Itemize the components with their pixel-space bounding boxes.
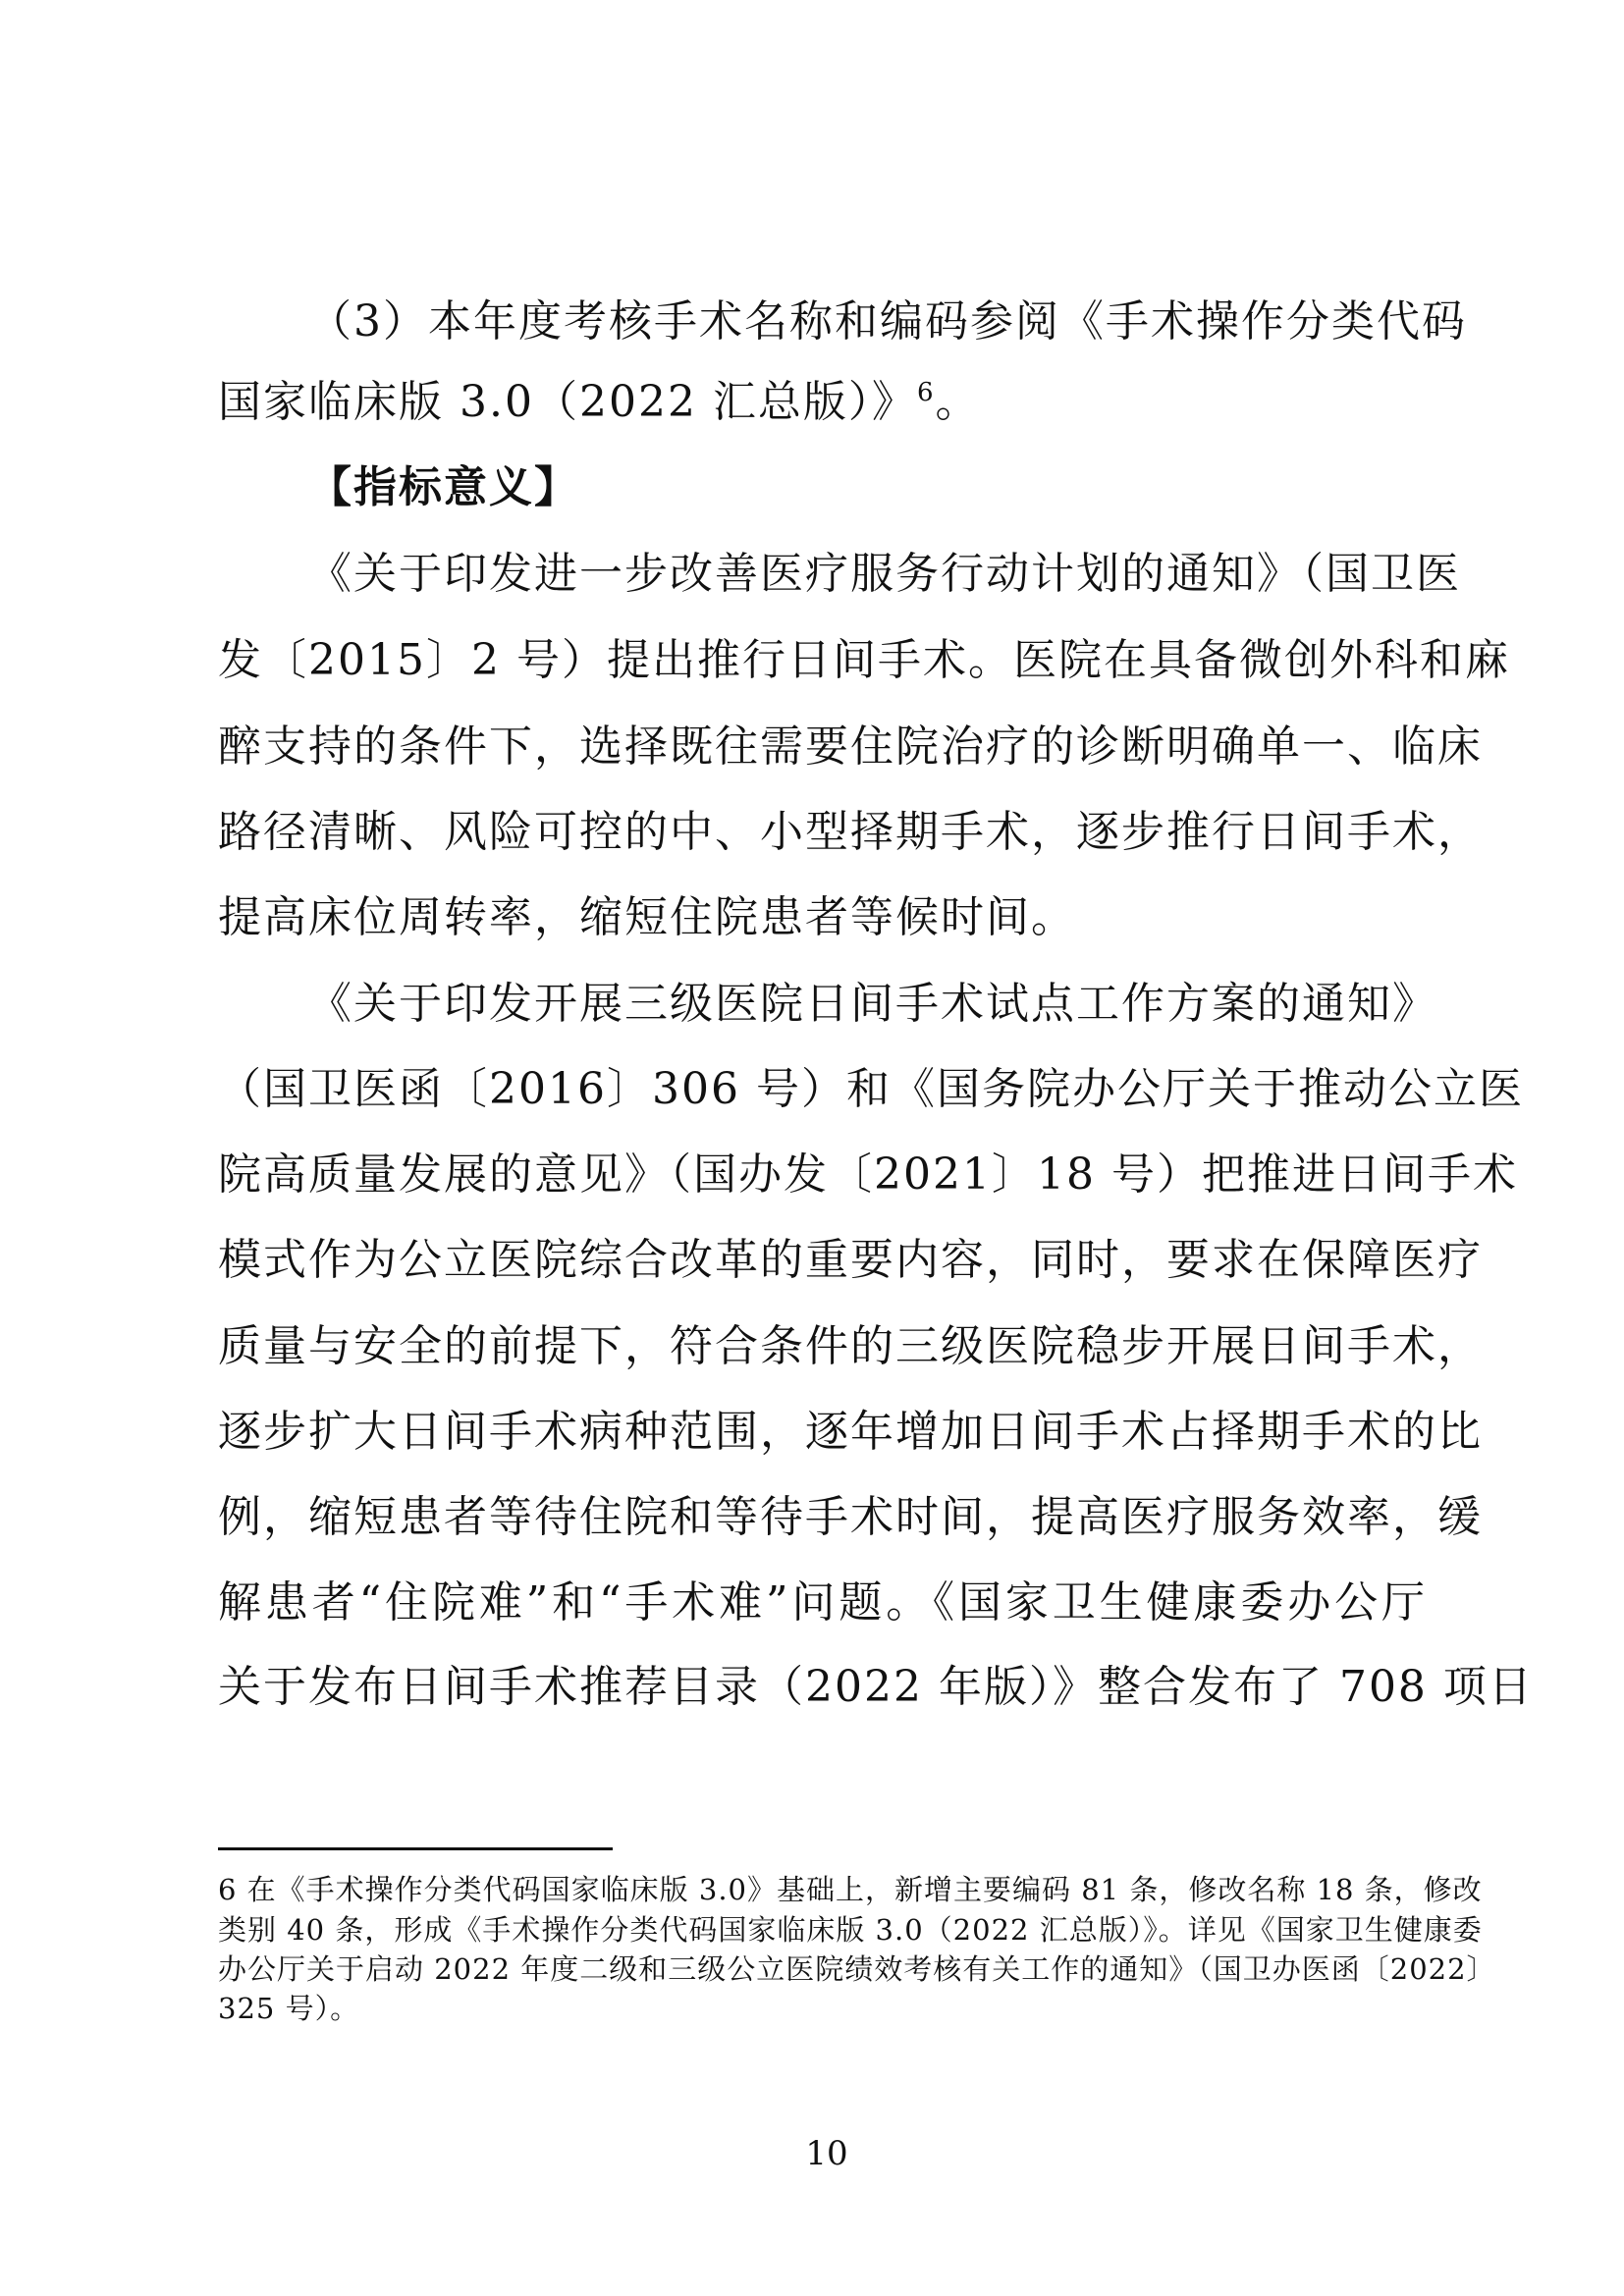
body-line: （国卫医函〔2016〕306 号）和《国务院办公厅关于推动公立医 [218,1064,1524,1114]
body-line: 路径清晰、风险可控的中、小型择期手术，逐步推行日间手术， [218,807,1483,857]
body-line: 质量与安全的前提下，符合条件的三级医院稳步开展日间手术， [218,1321,1483,1371]
body-text: 国家临床版 3.0（2022 汇总版）》 [218,377,917,427]
body-line: 《关于印发开展三级医院日间手术试点工作方案的通知》 [308,979,1437,1029]
body-line: 提高床位周转率，缩短住院患者等候时间。 [218,892,1076,942]
body-line: 发〔2015〕2 号）提出推行日间手术。医院在具备微创外科和麻 [218,635,1510,685]
body-line: 《关于印发进一步改善医疗服务行动计划的通知》（国卫医 [308,549,1461,599]
body-line: 关于发布日间手术推荐目录（2022 年版）》整合发布了 708 项日 [218,1662,1534,1712]
body-line: 院高质量发展的意见》（国办发〔2021〕18 号）把推进日间手术 [218,1149,1518,1200]
body-line: 例，缩短患者等待住院和等待手术时间，提高医疗服务效率，缓 [218,1492,1483,1542]
body-line: 逐步扩大日间手术病种范围，逐年增加日间手术占择期手术的比 [218,1407,1483,1457]
footnote-line: 类别 40 条，形成《手术操作分类代码国家临床版 3.0（2022 汇总版）》。详见《国家卫生健康委 [218,1913,1483,1947]
page-number: 10 [805,2134,848,2173]
body-line: 模式作为公立医院综合改革的重要内容，同时，要求在保障医疗 [218,1235,1483,1285]
footnote-line: 6 在《手术操作分类代码国家临床版 3.0》基础上，新增主要编码 81 条，修改名称 18 条，修改 [218,1873,1483,1906]
body-line [218,375,1427,430]
footnote-reference[interactable]: 6 [916,378,936,407]
section-heading: 【指标意义】 [308,462,579,512]
footnote-line: 办公厅关于启动 2022 年度二级和三级公立医院绩效考核有关工作的通知》（国卫办医函〔2022〕 [218,1952,1496,1986]
footnote-line: 325 号）。 [218,1992,360,2025]
body-line: （3）本年度考核手术名称和编码参阅《手术操作分类代码 [308,296,1467,347]
footnote-divider [218,1847,613,1850]
body-text: 。 [935,377,981,427]
body-line: 解患者“住院难”和“手术难”问题。《国家卫生健康委办公厅 [218,1577,1427,1628]
body-line: 醉支持的条件下，选择既往需要住院治疗的诊断明确单一、临床 [218,721,1483,772]
